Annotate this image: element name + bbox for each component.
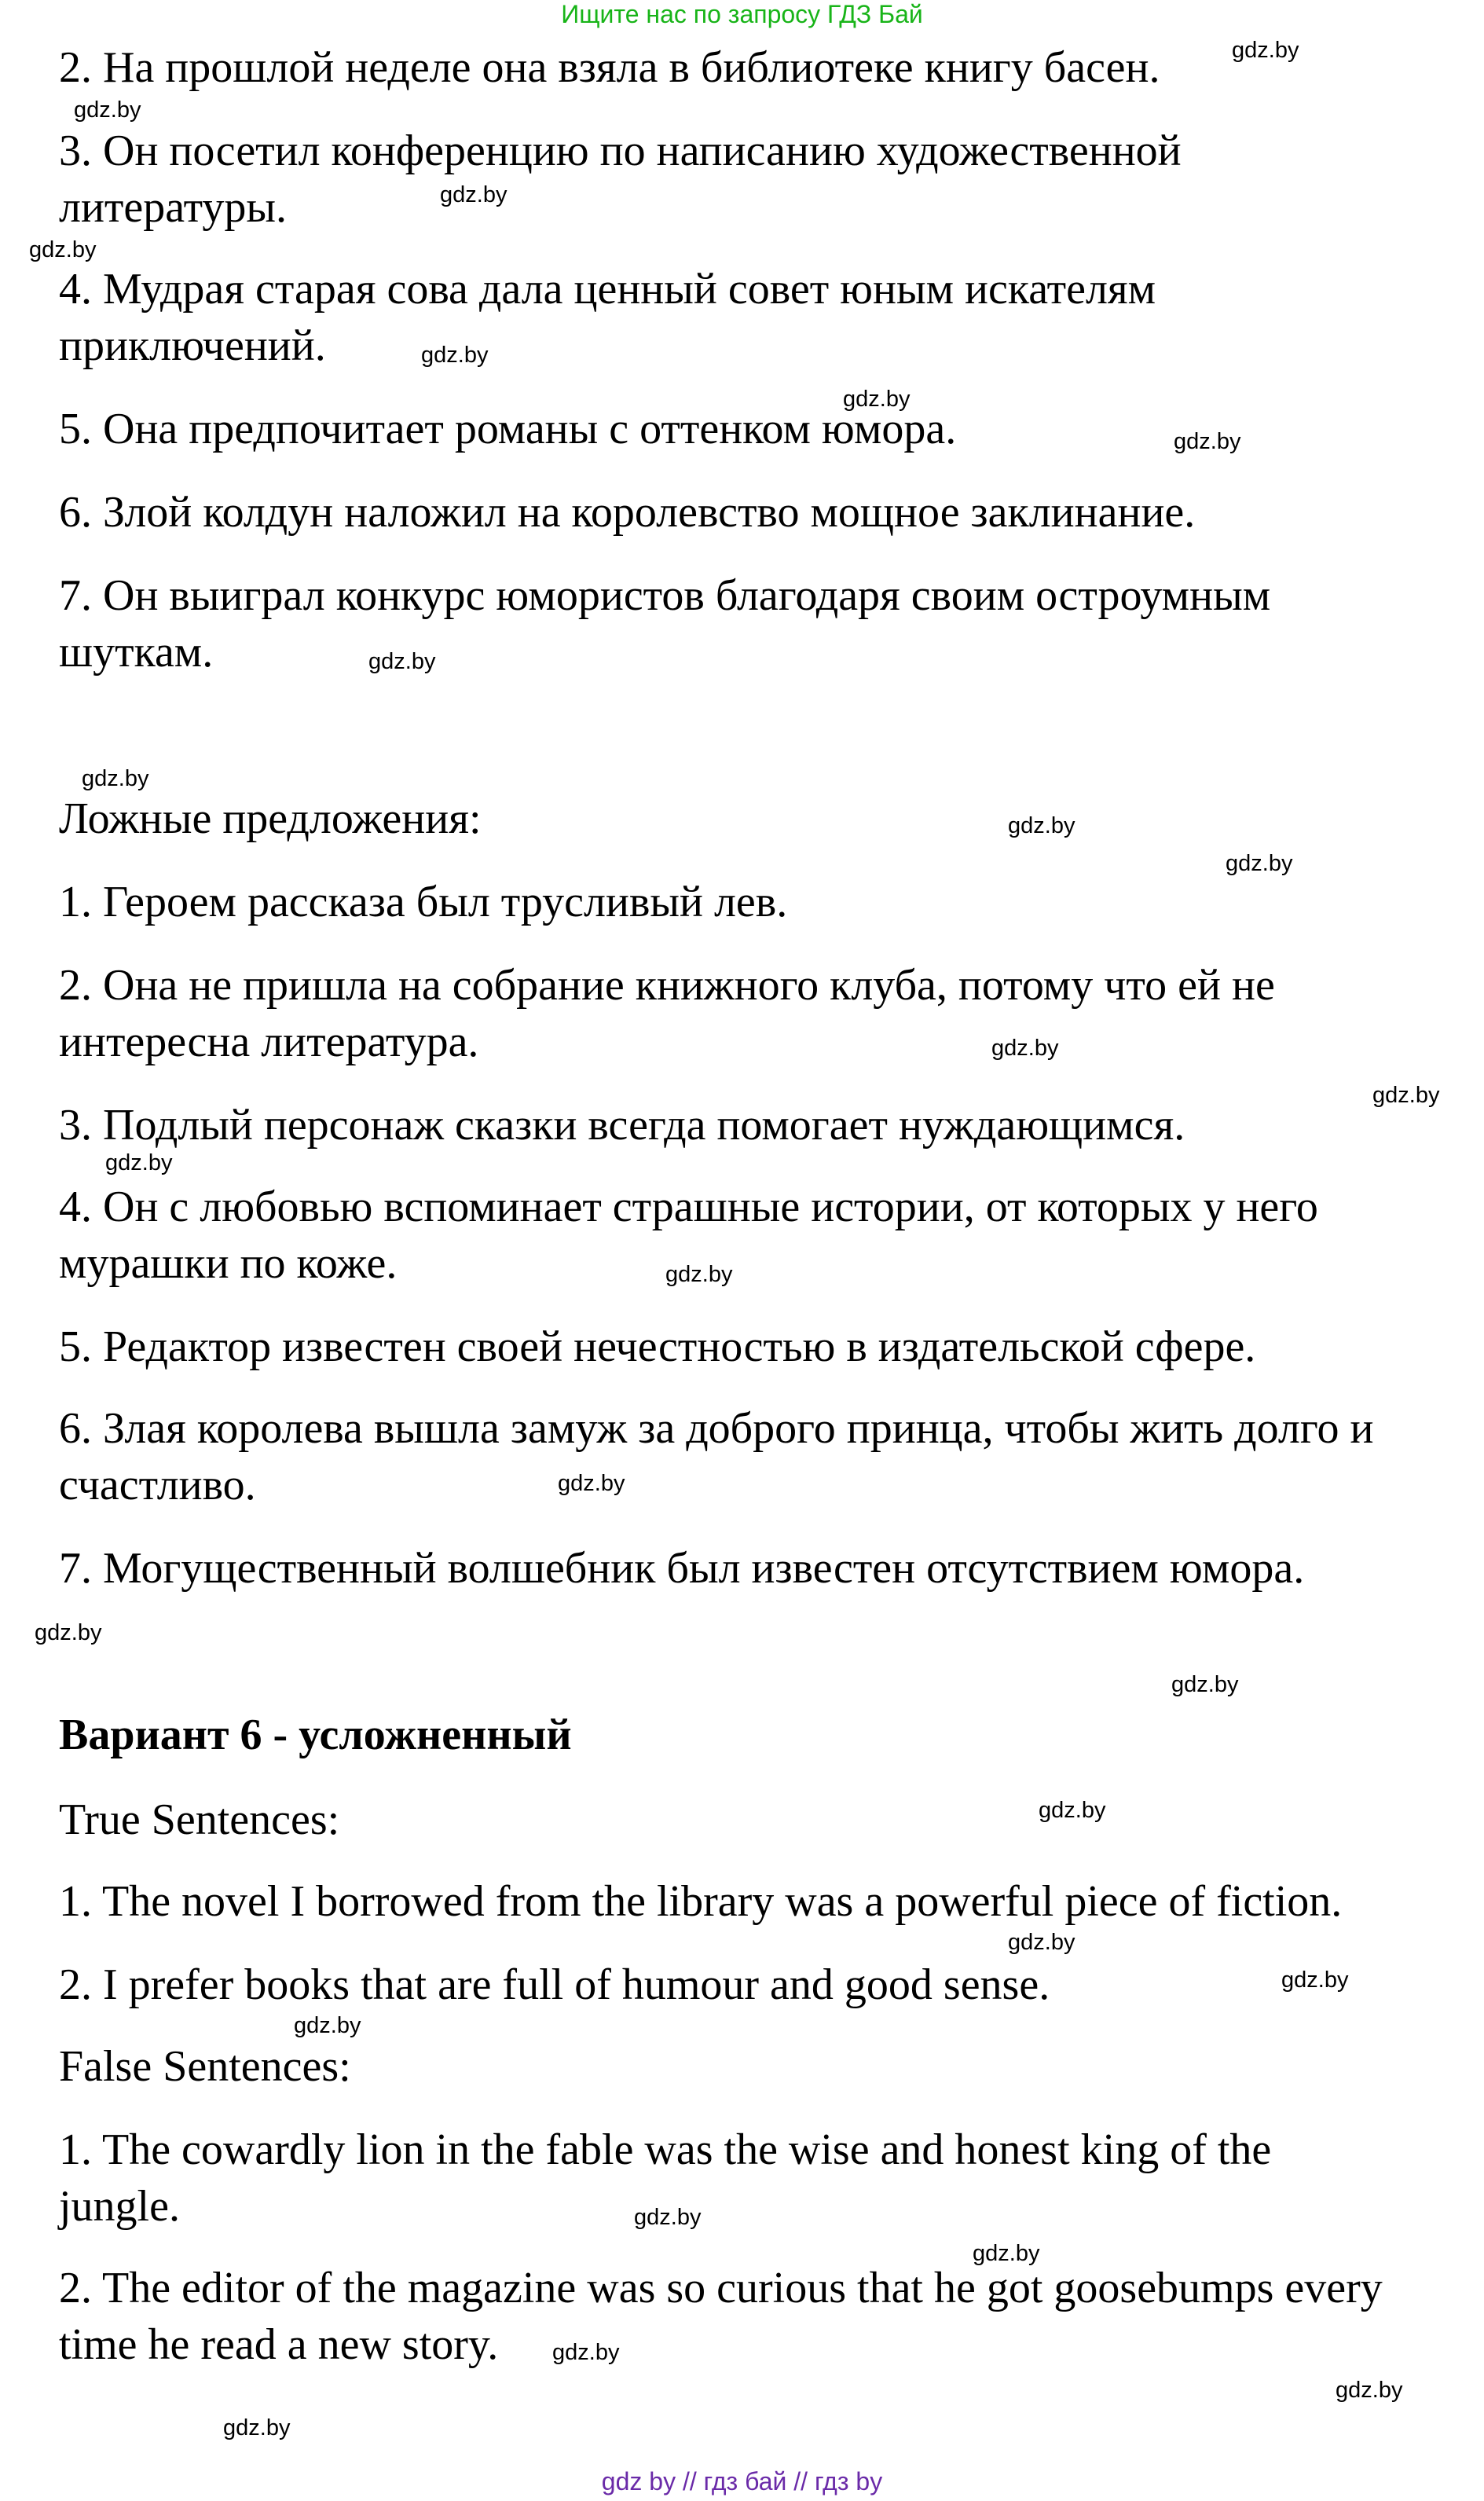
text-line: 2. I prefer books that are full of humour and good sense. bbox=[59, 1960, 1050, 2009]
text-line: 4. Он с любовью вспоминает страшные истории, от которых у него bbox=[59, 1183, 1318, 1231]
watermark: gdz.by bbox=[843, 387, 911, 412]
watermark: gdz.by bbox=[1281, 1967, 1349, 1993]
watermark: gdz.by bbox=[558, 1471, 625, 1496]
watermark: gdz.by bbox=[294, 2013, 361, 2038]
text-line: шуткам. bbox=[59, 628, 214, 677]
watermark: gdz.by bbox=[29, 237, 97, 262]
watermark: gdz.by bbox=[973, 2241, 1040, 2266]
watermark: gdz.by bbox=[991, 1036, 1059, 1061]
variant-heading: Вариант 6 - усложненный bbox=[59, 1711, 572, 1759]
watermark: gdz.by bbox=[665, 1262, 733, 1287]
text-line: 5. Она предпочитает романы с оттенком юмора. bbox=[59, 405, 957, 453]
watermark: gdz.by bbox=[1008, 813, 1075, 838]
watermark: gdz.by bbox=[1336, 2378, 1403, 2403]
watermark: gdz.by bbox=[1232, 38, 1299, 63]
text-line: 6. Злой колдун наложил на королевство мощное заклинание. bbox=[59, 488, 1196, 537]
text-line: 5. Редактор известен своей нечестностью в издательской сфере. bbox=[59, 1322, 1256, 1371]
watermark: gdz.by bbox=[368, 649, 436, 674]
text-line: 2. Она не пришла на собрание книжного клуба, потому что ей не bbox=[59, 961, 1275, 1010]
watermark: gdz.by bbox=[35, 1620, 102, 1645]
watermark: gdz.by bbox=[74, 97, 141, 123]
text-line: интересна литература. bbox=[59, 1018, 479, 1066]
watermark: gdz.by bbox=[552, 2340, 620, 2365]
text-line: jungle. bbox=[59, 2182, 180, 2231]
watermark: gdz.by bbox=[223, 2415, 291, 2440]
text-line: счастливо. bbox=[59, 1461, 256, 1509]
text-line: 1. Героем рассказа был трусливый лев. bbox=[59, 878, 788, 926]
text-line: 2. The editor of the magazine was so curious that he got goosebumps every bbox=[59, 2264, 1383, 2312]
text-line: 3. Он посетил конференцию по написанию художественной bbox=[59, 127, 1182, 175]
watermark: gdz.by bbox=[440, 182, 507, 207]
watermark: gdz.by bbox=[1372, 1083, 1440, 1108]
search-hint-link[interactable]: Ищите нас по запросу ГДЗ Бай bbox=[561, 0, 923, 28]
text-line: 1. The novel I borrowed from the library was a powerful piece of fiction. bbox=[59, 1877, 1343, 1926]
text-line: time he read a new story. bbox=[59, 2320, 499, 2369]
text-line: приключений. bbox=[59, 321, 326, 370]
footer-links[interactable]: gdz by // гдз бай // гдз by bbox=[601, 2467, 883, 2495]
watermark: gdz.by bbox=[1039, 1798, 1106, 1823]
watermark: gdz.by bbox=[634, 2205, 702, 2230]
text-line: 7. Он выиграл конкурс юмористов благодаря своим остроумным bbox=[59, 571, 1271, 620]
text-line: литературы. bbox=[59, 183, 288, 232]
text-line: мурашки по коже. bbox=[59, 1239, 398, 1288]
watermark: gdz.by bbox=[1171, 1672, 1239, 1697]
watermark: gdz.by bbox=[1008, 1930, 1075, 1955]
text-line: 7. Могущественный волшебник был известен отсутствием юмора. bbox=[59, 1544, 1305, 1593]
watermark: gdz.by bbox=[421, 343, 489, 368]
section-label-true: True Sentences: bbox=[59, 1795, 340, 1844]
text-line: 6. Злая королева вышла замуж за доброго принца, чтобы жить долго и bbox=[59, 1404, 1374, 1453]
text-line: 1. The cowardly lion in the fable was the wise and honest king of the bbox=[59, 2125, 1272, 2174]
watermark: gdz.by bbox=[1226, 851, 1293, 876]
watermark: gdz.by bbox=[82, 766, 149, 791]
watermark: gdz.by bbox=[105, 1150, 173, 1175]
text-line: 3. Подлый персонаж сказки всегда помогает нуждающимся. bbox=[59, 1101, 1185, 1150]
section-label-false-ru: Ложные предложения: bbox=[59, 794, 482, 843]
watermark: gdz.by bbox=[1174, 429, 1241, 454]
text-line: 2. На прошлой неделе она взяла в библиотеке книгу басен. bbox=[59, 43, 1160, 92]
section-label-false: False Sentences: bbox=[59, 2042, 351, 2091]
text-line: 4. Мудрая старая сова дала ценный совет юным искателям bbox=[59, 265, 1156, 314]
